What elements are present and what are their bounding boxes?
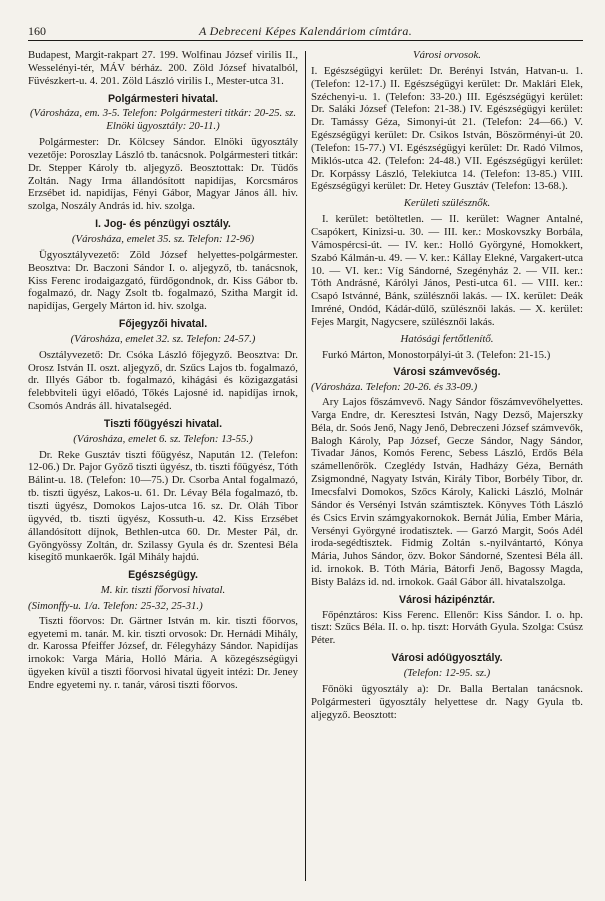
- section-heading-treasury: Városi házipénztár.: [399, 593, 495, 606]
- intro-paragraph: Budapest, Margit-rakpart 27. 199. Wolfinau József virilis II., Wesselényi-tér, MÁV bérház. 200. Zöld József hivatalból, Füvészkert-u. 4. 201. Zöld László virilis I., Mester-utca 31.: [28, 49, 298, 87]
- section-body-mayor-office: Polgármester: Dr. Kölcsey Sándor. Elnöki ügyosztály vezetője: Poroszlay László tb. tanácsnok. Polgármesteri titkár: Dr. Stepper Károly tb. aljegyző. Beosztottak: Dr. Tüdős Zoltán. Nagy Irma állandósított napidíjas, Korcsmáros Erzsébet id. napidíjas, Fényi Gábor, Magyar János áll. hiv. szolga, Noszály András id. hiv. szolga.: [28, 136, 298, 213]
- two-column-body: [28, 49, 583, 901]
- section-heading-chief-prosecutor: Tiszti főügyészi hivatal.: [103, 417, 223, 430]
- section-address-mayor-office: (Városháza, em. 3-5. Telefon: Polgármesteri titkár: 20-25. sz. Elnöki ügyosztály: 20-11.): [29, 107, 297, 133]
- section-body-midwives: I. kerület: betöltetlen. — II. kerület: Wagner Antalné, Csapókert, Kinizsi-u. 30. — III. ker.: Moskovszky Borbála, Vámospércsi-út. — IV. ker.: Holló Györgyné, Homokkert, Szabó Kálmán-u. 49. — V. ker.: Kállay Elekné, Vargakert-utca 10. — VI. ker.: Víg Sándorné, Szegényház 2. — VII. ker.: Tóth Andrásné, Kárólyi János, Pesti-utca 61. — VIII. ker.: Csapó Istvánné, Bánk, szülésznői lakás. — IX. kerület: Deák Imréné, Ondód, Kádár-dűlő, szülésznői lakás. — X. kerület: Fejes Margit, Nagycsere, szülésznői lakás.: [311, 213, 583, 328]
- section-heading-accounting: Városi számvevőség.: [393, 366, 501, 379]
- left-column: [28, 49, 298, 692]
- section-address-tax-department: (Telefon: 12-95. sz.): [403, 666, 491, 679]
- section-body-tax-department: Főnöki ügyosztály a): Dr. Balla Bertalan tanácsnok. Polgármesteri ügyosztály helyettese dr. Nagy Gyula tb. aljegyző. Beosztott:: [311, 682, 583, 721]
- section-address-chief-prosecutor: (Városháza, emelet 6. sz. Telefon: 13-55.): [73, 432, 253, 445]
- page-number: 160: [28, 24, 46, 38]
- section-heading-tax-department: Városi adóügyosztály.: [391, 652, 503, 665]
- section-heading-chief-notary: Főjegyzői hivatal.: [118, 318, 208, 331]
- section-body-health-office: Tiszti főorvos: Dr. Gärtner István m. kir. tiszti főorvos, egyetemi m. tanár. M. kir. tiszti orvosok: Dr. Hernádi Mihály, dr. Karossa Pfeiffer József, dr. Félegyházy Sándor. Napidíjas irnokok: Varga Mária, Holló Mária. A közegészségügyi ügyeken kívül a tiszti főorvosi hivatal ügyeit intézi: Dr. Jeney Endre egyetemi ny. r. tanár, városi tiszti főorvos.: [28, 614, 298, 691]
- column-divider: [305, 51, 306, 881]
- section-body-city-doctors: I. Egészségügyi kerület: Dr. Berényi István, Hatvan-u. 1. (Telefon: 12-17.) II. Egészségügyi kerület: Dr. Maklári Elek, Széchenyi-u. 1. (Telefon: 33-20.) III. Egészségügyi kerület: Dr. Saláki József (Telefon: 21-38.) IV. Egészségügyi kerület: Dr. Tamássy Géza, Simonyi-út 21. (Telefon: 24—66.) V. Egészségügyi kerület: Dr. Csikos István, Böszörményi-út 20. (Telefon: 15-77.) VI. Egészségügyi kerület: Dr. Radó Vilmos, Miklós-utca 42. (Telefon: 24-48.) VII. Egészségügyi kerület: Dr. Korpássy László, Telekiutca 14. (Telefon: 13-85.) VIII. Egészségügyi kerület: Dr. Hetey Gusztáv (Telefon: 13-68.).: [311, 64, 583, 193]
- section-heading-midwives: Kerületi szülésznők.: [403, 197, 491, 210]
- section-body-accounting: Ary Lajos főszámvevő. Nagy Sándor főszámvevőhelyettes. Varga Endre, dr. Keresztesi István, Nagy Dezső, Majerszky Béla, dr. Soós Jenő, Nagy Jenő, Debreczeni József számvevők, Balogh Károly, Pap József, Gecze Sándor, Nagy Sándor, Tivadar János, Komós Ferenc, Sebess László, Erdős Béla számellenőrök. Czeglédy István, Hadházy Géza, Bernáth Zsigmondné, Nagyaty István, Király Tibor, Borbély Tibor, dr. Imecsfalvi Domokos, Szőcs Károly, Kalicki László, Molnár Sándor és Versényi István számtisztek. Könyves Tóth László és Csics Ervin számgyakornokok. Bernát Júlia, Ember Mária, Versényi Györgyné irodatisztek. — Garzó Margit, Soós Adél iroda-segédtisztek. Fidmig Zoltán s.-nyilvántartó, Kónya Mária, Juhos Sándor, özv. Bokor Sándorné, Szentesi Béla áll. id. irnokok. B. Tóth Mária, Bátorfi Jenő, Bagossy Magda, Bisty Balázs id. nd. irnokok. Gaál Gábor áll. hivatalszolga.: [311, 396, 583, 588]
- section-body-chief-prosecutor: Dr. Reke Gusztáv tiszti főügyész, Napután 12. (Telefon: 12-06.) Dr. Pajor Győző tiszti ügyész, tb. tiszti főügyész, Tóth Bálint-u. 18. (Telefon: 10—75.) Dr. Csorba Antal fogalmazó, tb. tiszti ügyész, Lakos-u. 61. Dr. Lévay Béla fogalmazó, tb. tiszti ügyész, Domokos Lajos-utca 16. sz. Dr. Oláh Tibor ügyvéd, tb. tiszti ügyész, Kossuth-u. 42. Kiss Erzsébet állandósított díjnok, Bethlen-utca 60. Dr. Mester Pál, dr. Gyöngyössy Zoltán, dr. Szilassy Gyula és dr. Szentesi Béla kisegítő munkaerők. Igál Mihály hajdú.: [28, 448, 298, 564]
- section-heading-legal-finance: I. Jog- és pénzügyi osztály.: [95, 218, 231, 231]
- running-title: A Debreceni Képes Kalendáriom címtára.: [198, 24, 413, 38]
- right-column: [311, 49, 583, 721]
- section-address-chief-notary: (Városháza, emelet 32. sz. Telefon: 24-57.): [70, 332, 256, 345]
- section-address-legal-finance: (Városháza, emelet 35. sz. Telefon: 12-96): [71, 232, 255, 245]
- section-address-health-office: (Simonffy-u. 1/a. Telefon: 25-32, 25-31.): [28, 599, 203, 612]
- section-subheading-health-office: M. kir. tiszti főorvosi hivatal.: [100, 584, 226, 597]
- page-header: [28, 14, 583, 41]
- section-body-legal-finance: Ügyosztályvezető: Zöld József helyettes-polgármester. Beosztva: Dr. Baczoni Sándor I. o. aljegyző, tb. tanácsnok, Kiss Ferenc irodaigazgató, fürdőgondnok, dr. Kiss Gábor tb. fogalmazó, dr. Nagy Zsolt tb. fogalmazó, Szitha Margit id. napidíjas, Gergely Márton id. hiv. szolga.: [28, 248, 298, 313]
- section-address-accounting: (Városháza. Telefon: 20-26. és 33-09.): [311, 381, 478, 394]
- section-body-chief-notary: Osztályvezető: Dr. Csóka László főjegyző. Beosztva: Dr. Orosz István II. oszt. aljegyző, dr. Szűcs Lajos tb. fogalmazó, dr. Illyés Gábor tb. fogalmazó, kihágási és közigazgatási felebbviteli ügyi előadó, Tőkés Lajosné id. napidíjas irnok, Csomós András áll. hivatalsegéd.: [28, 348, 298, 413]
- section-heading-disinfector: Hatósági fertőtlenítő.: [400, 332, 494, 345]
- section-body-disinfector: Furkó Márton, Monostorpályi-út 3. (Telefon: 21-15.): [322, 348, 551, 361]
- section-heading-city-doctors: Városi orvosok.: [413, 49, 481, 61]
- section-heading-health: Egészségügy.: [128, 569, 198, 582]
- section-body-treasury: Főpénztáros: Kiss Ferenc. Ellenőr: Kiss Sándor. I. o. hp. tiszt: Szűcs Béla. II. o. hp. tiszt: Horváth Gyula. Szolga: Csúsz Péter.: [311, 608, 583, 647]
- section-heading-mayor-office: Polgármesteri hivatal.: [107, 92, 219, 105]
